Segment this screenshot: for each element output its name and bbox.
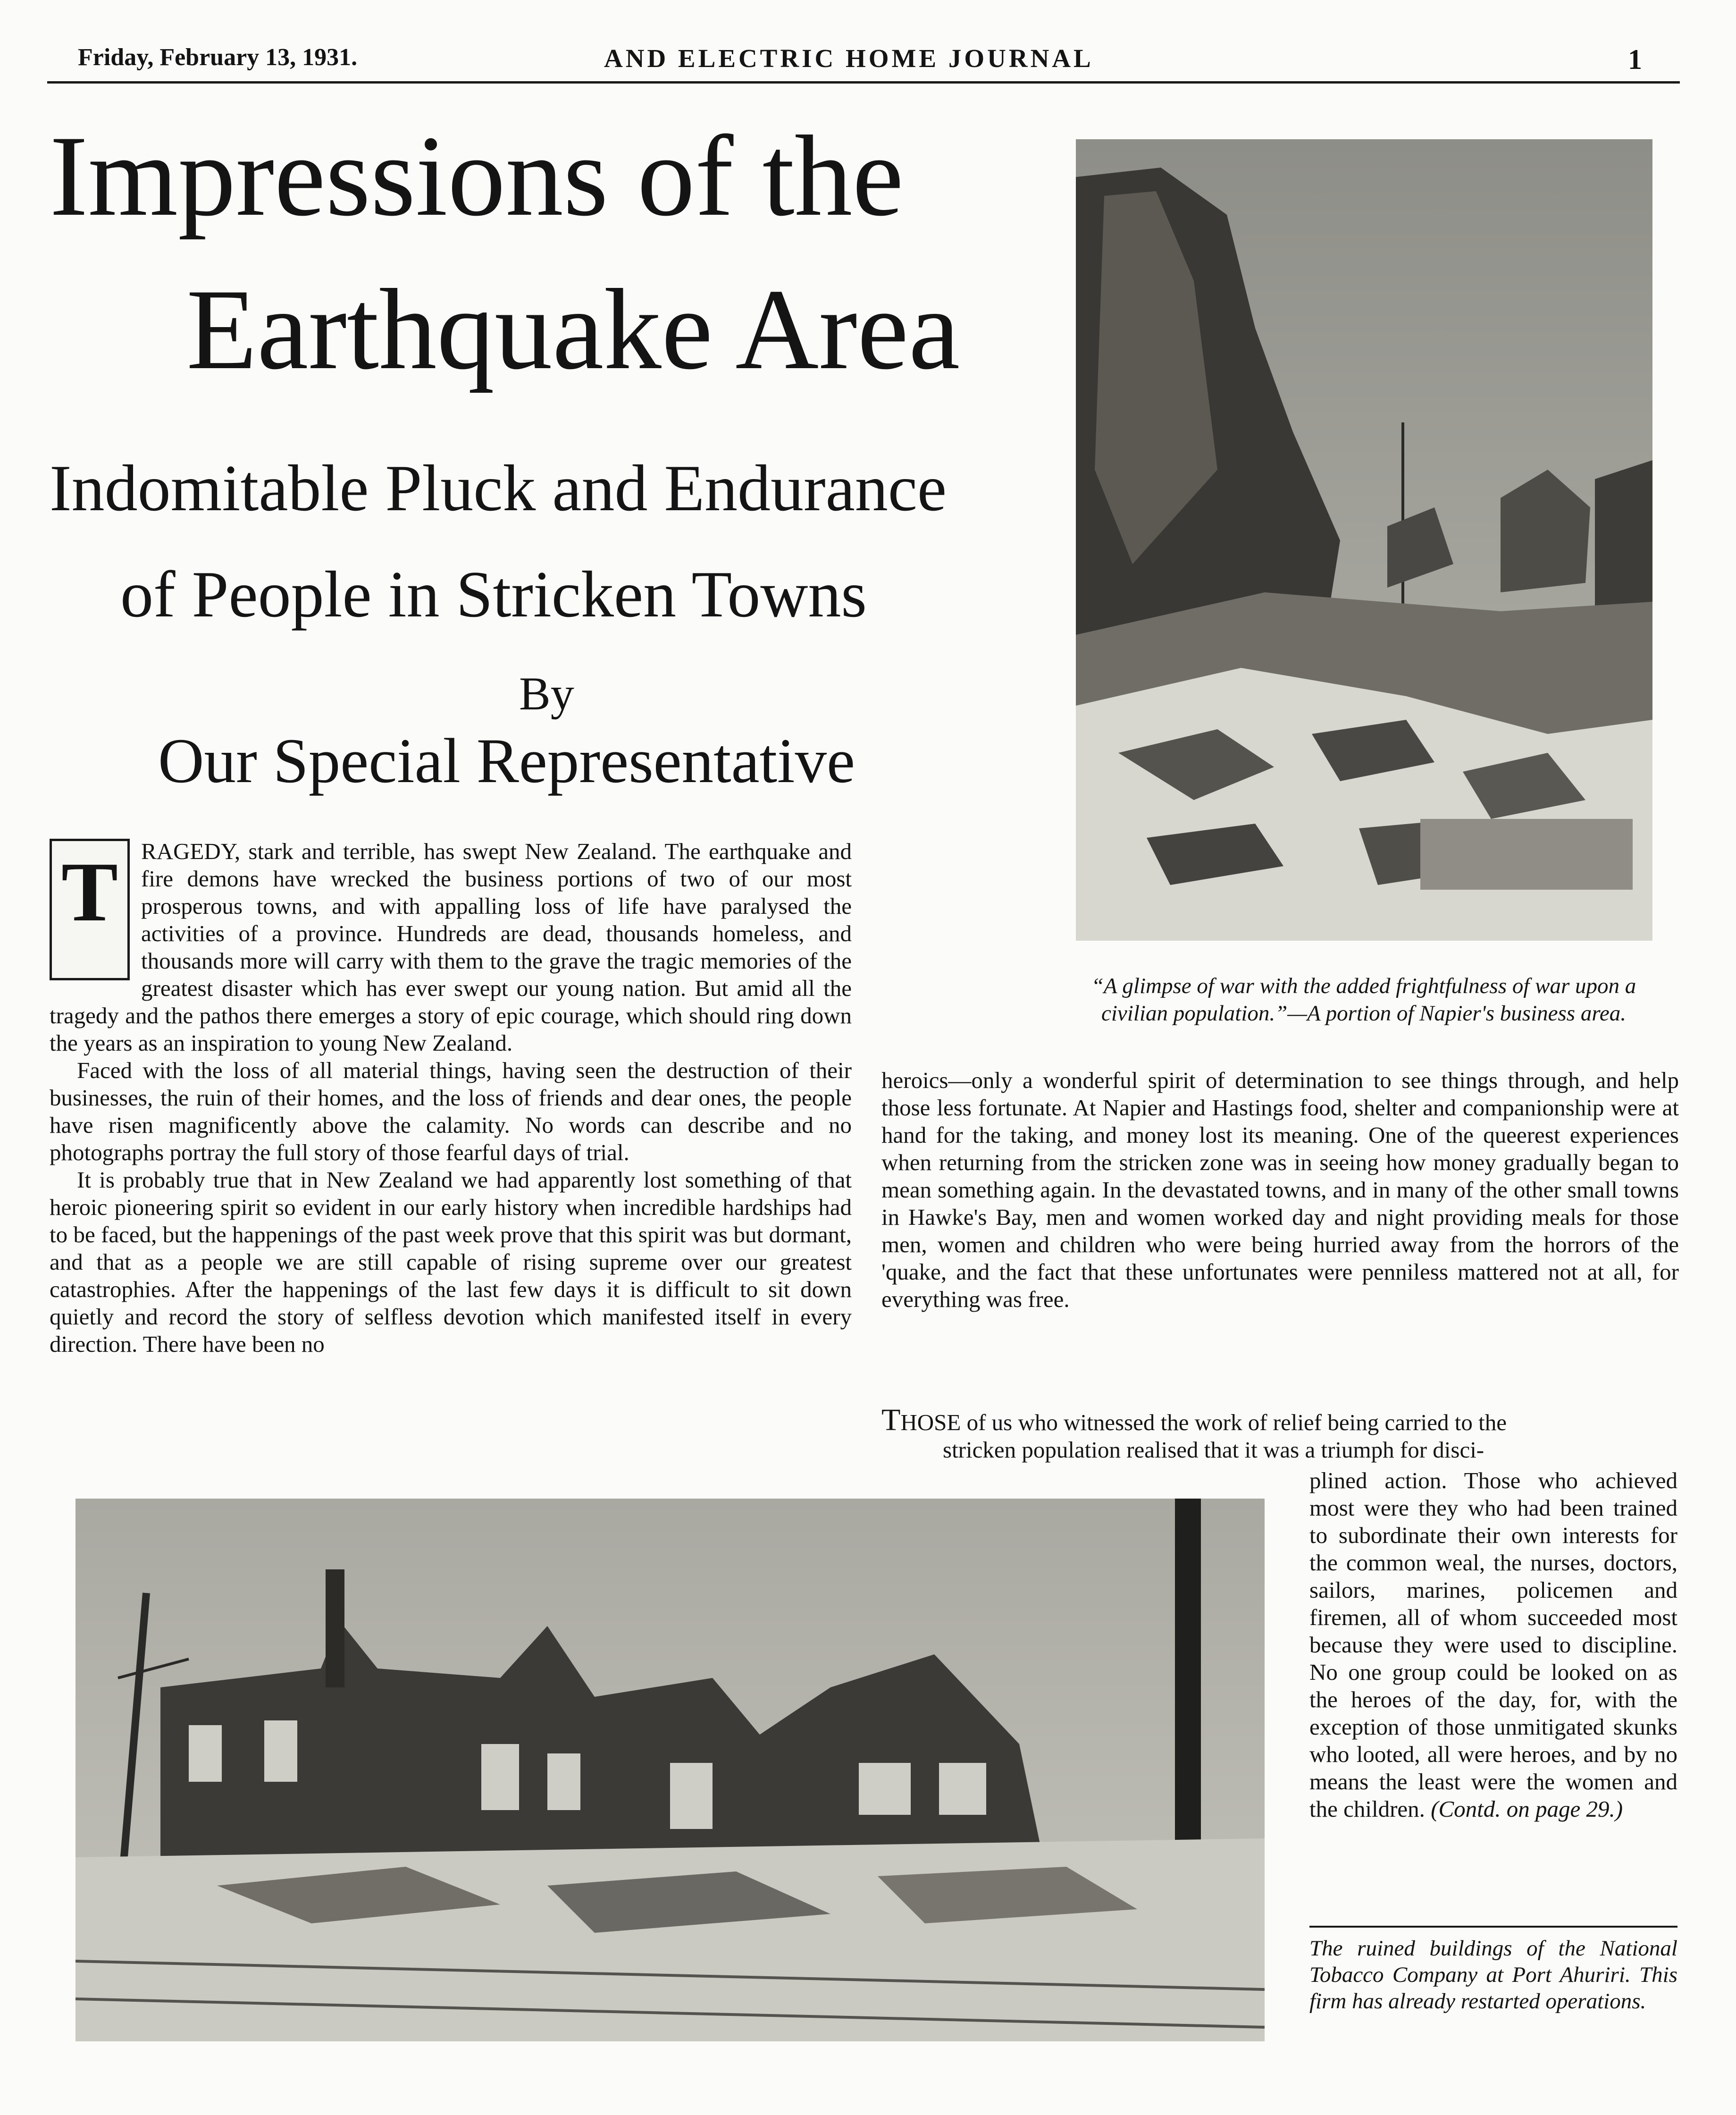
- headline-line-1: Impressions of the: [50, 112, 904, 240]
- paragraph-5-body: plined action. Those who achieved most were they who had been trained to subordinate their own interests for the common weal, the nurses, doctors, sailors, marines, policemen and firemen, all of whom succeeded most because they were used to discipline. No one group could be looked on as the heroes of the day, for, with the exception of those unmitigated skunks who looted, all were heroes, and by no means the least were the women and the children.: [1309, 1467, 1677, 1822]
- paragraph-5-line-2: stricken population realised that it was a triumph for disci-: [943, 1437, 1484, 1463]
- paragraph-5-initial: T: [881, 1403, 901, 1437]
- article-paragraph-4: heroics—only a wonderful spirit of determination to see things through, and help those less fortunate. At Napier and Hastings food, shelter and companionship were at hand for the taking, and money lost its meaning. One of the queerest experiences when returning from the stricken zone was in seeing how money gradually began to mean something again. In the devastated towns, and in many of the other small towns in Hawke's Bay, men and women worked day and night providing meals for those men, women and children who were being hurried away from the horrors of the 'quake, and the fact that these unfortunates were penniless mattered not at all, for everything was free.: [881, 1067, 1679, 1312]
- publication-title: AND ELECTRIC HOME JOURNAL: [604, 44, 1094, 73]
- headline-line-2: Earthquake Area: [186, 265, 960, 393]
- subheadline-line-2: of People in Stricken Towns: [120, 558, 867, 631]
- article-column-left: [50, 838, 852, 1358]
- caption-rule: [1309, 1926, 1677, 1928]
- article-column-right: [881, 1067, 1679, 1313]
- continued-note: (Contd. on page 29.): [1431, 1796, 1623, 1822]
- byline: Our Special Representative: [158, 726, 855, 796]
- page-number: 1: [1628, 44, 1642, 75]
- paragraph-5-line-1: HOSE of us who witnessed the work of relief being carried to the: [900, 1409, 1507, 1435]
- subheadline-line-1: Indomitable Pluck and Endurance: [50, 452, 947, 525]
- article-paragraph-5-rest: [1309, 1467, 1677, 1823]
- bottom-photo-caption: The ruined buildings of the National Tobacco Company at Port Ahuriri. This firm has already restarted operations.: [1309, 1936, 1677, 2014]
- drop-cap-letter: T: [61, 845, 118, 939]
- napier-ruins-photo: [1076, 139, 1652, 941]
- tobacco-company-ruins-illustration: [75, 1499, 1265, 2041]
- article-paragraph-5-lead: [881, 1403, 1679, 1464]
- byline-by: By: [519, 667, 574, 720]
- article-paragraph-1: RAGEDY, stark and terrible, has swept New Zealand. The earthquake and fire demons have wrecked the business portions of two of our most prosperous towns, and with appalling loss of life have paralysed the activities of a province. Hundreds are dead, thousands homeless, and thousands more will carry with them to the grave the tragic memories of the greatest disaster which has ever swept our young nation. But amid all the tragedy and the pathos there emerges a story of epic courage, which should ring down the years as an inspiration to young New Zealand.: [50, 838, 852, 1056]
- article-paragraph-2: Faced with the loss of all material things, having seen the destruction of their businesses, the ruin of their homes, and the loss of friends and dear ones, the people have risen magnificently above the calamity. No words can describe and no photographs portray the full story of those fearful days of trial.: [50, 1057, 852, 1165]
- napier-ruins-illustration: [1076, 139, 1652, 941]
- article-paragraph-3: It is probably true that in New Zealand we had apparently lost something of that heroic pioneering spirit so evident in our early history when incredible hardships had to be faced, but the happenings of the past week prove that this spirit was but dormant, and that as a people we are still capable of rising supreme over our greatest catastrophies. After the happenings of the last few days it is difficult to sit down quietly and record the story of selfless devotion which manifested itself in every direction. There have been no: [50, 1167, 852, 1357]
- top-photo-caption: “A glimpse of war with the added frightfulness of war upon a civilian population.”—A portion of Napier's business area.: [1091, 974, 1636, 1026]
- tobacco-company-ruins-photo: [75, 1499, 1265, 2041]
- header-rule: [47, 81, 1680, 84]
- header-date: Friday, February 13, 1931.: [78, 44, 358, 71]
- decorative-drop-cap: [50, 839, 130, 980]
